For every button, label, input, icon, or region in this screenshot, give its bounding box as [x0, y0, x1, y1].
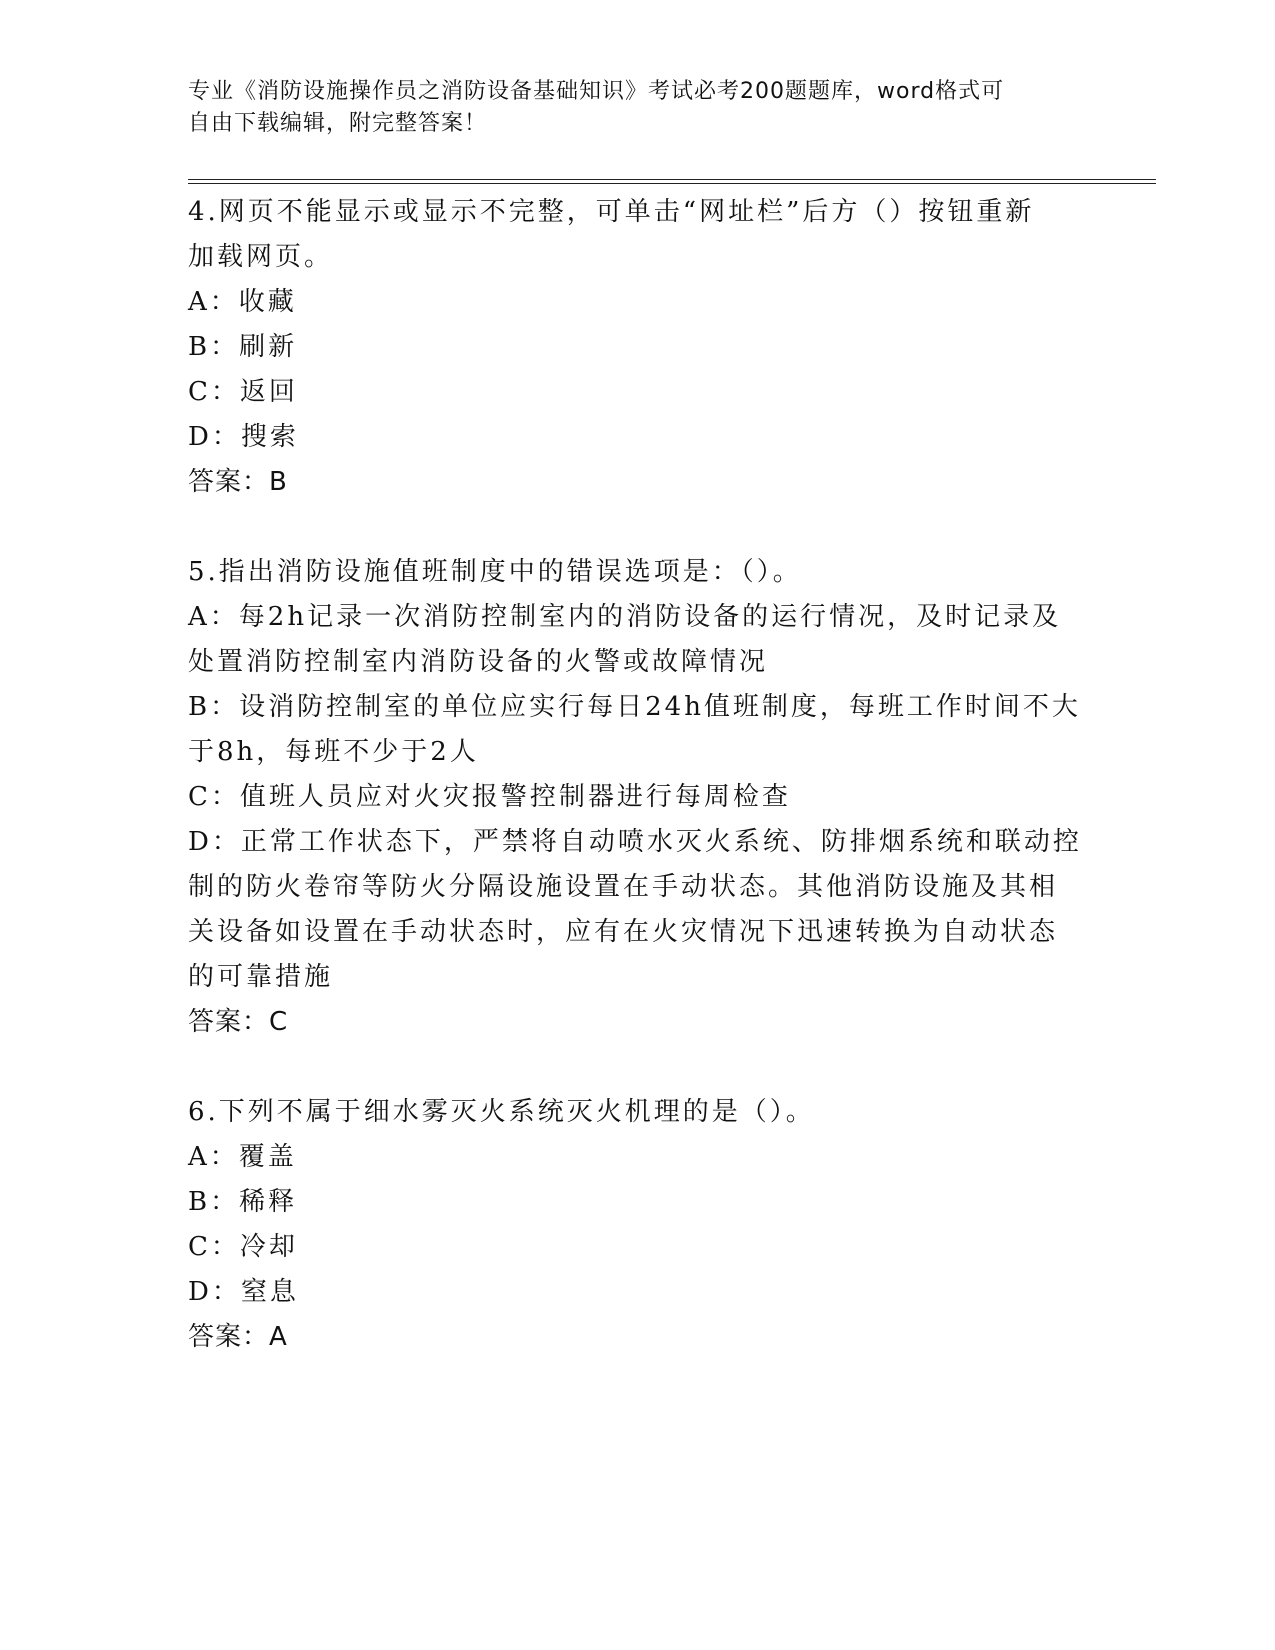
option-b: B：设消防控制室的单位应实行每日24h值班制度，每班工作时间不大: [188, 692, 1081, 722]
option-a: A：收藏: [188, 287, 297, 317]
answer-label: 答案：A: [188, 1322, 288, 1352]
option-d: D：窒息: [188, 1277, 299, 1307]
answer-label: 答案：B: [188, 467, 288, 497]
document-header: [188, 76, 1088, 140]
question-list: [188, 190, 1088, 1405]
option-d-continued: 关设备如设置在手动状态时，应有在火灾情况下迅速转换为自动状态: [188, 917, 1059, 947]
option-b: B：刷新: [188, 332, 298, 362]
option-a: A：覆盖: [188, 1142, 297, 1172]
option-d: D：搜索: [188, 422, 299, 452]
option-b: B：稀释: [188, 1187, 298, 1217]
option-a-continued: 处置消防控制室内消防设备的火警或故障情况: [188, 647, 769, 677]
question-4: [188, 190, 1088, 505]
answer-label: 答案：C: [188, 1007, 289, 1037]
option-a: A：每2h记录一次消防控制室内的消防设备的运行情况，及时记录及: [188, 602, 1062, 632]
option-c: C：冷却: [188, 1232, 298, 1262]
question-stem-line: 4.网页不能显示或显示不完整，可单击“网址栏”后方（）按钮重新: [188, 197, 1035, 227]
header-divider-bottom: [188, 183, 1156, 184]
option-d-continued: 的可靠措施: [188, 962, 334, 992]
question-stem-line: 6.下列不属于细水雾灭火系统灭火机理的是（）。: [188, 1097, 815, 1127]
header-line-2: 自由下载编辑，附完整答案！: [188, 111, 488, 136]
option-d: D：正常工作状态下，严禁将自动喷水灭火系统、防排烟系统和联动控: [188, 827, 1082, 857]
option-d-continued: 制的防火卷帘等防火分隔设施设置在手动状态。其他消防设施及其相: [188, 872, 1059, 902]
question-5: [188, 550, 1088, 1045]
question-stem-line: 加载网页。: [188, 242, 334, 272]
question-6: [188, 1090, 1088, 1360]
option-c: C：返回: [188, 377, 298, 407]
option-c: C：值班人员应对火灾报警控制器进行每周检查: [188, 782, 791, 812]
question-stem-line: 5.指出消防设施值班制度中的错误选项是：（）。: [188, 557, 802, 587]
header-line-1: 专业《消防设施操作员之消防设备基础知识》考试必考200题题库，word格式可: [188, 79, 1005, 104]
option-b-continued: 于8h，每班不少于2人: [188, 737, 479, 767]
header-divider-top: [188, 179, 1156, 180]
